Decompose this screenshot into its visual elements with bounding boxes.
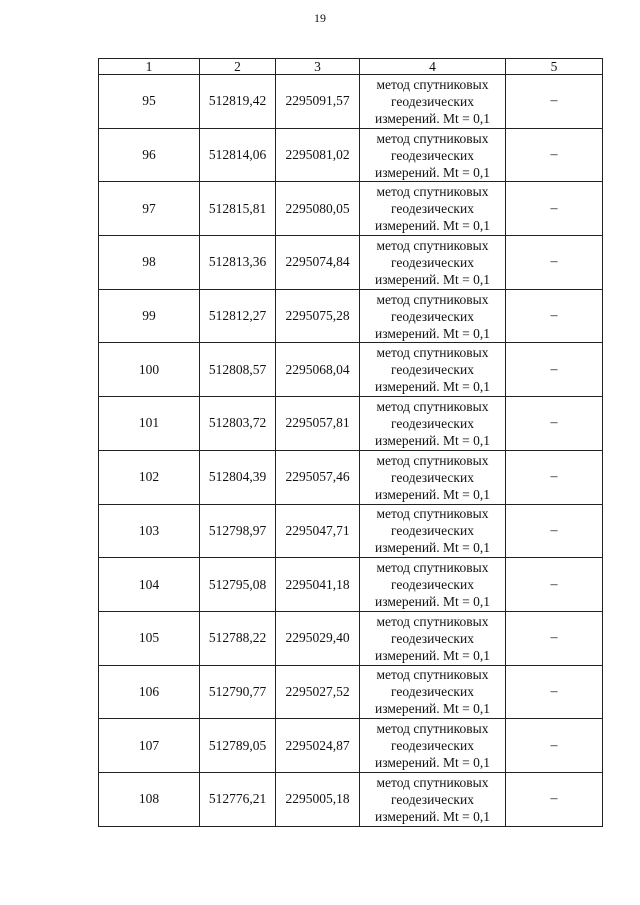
note-cell: –: [506, 128, 603, 182]
note-cell: –: [506, 450, 603, 504]
method-text-line: геодезических: [391, 523, 474, 539]
method-cell: [360, 558, 506, 612]
coordinate-x-cell: 512808,57: [200, 343, 276, 397]
method-cell: [360, 397, 506, 451]
method-text-line: метод спутниковых: [376, 452, 489, 468]
method-text-line: метод спутниковых: [376, 130, 489, 146]
note-cell: –: [506, 397, 603, 451]
column-header-3: 3: [276, 59, 360, 75]
method-text-line: геодезических: [391, 254, 474, 270]
coordinate-y-cell: 2295027,52: [276, 665, 360, 719]
coordinate-y-cell: 2295081,02: [276, 128, 360, 182]
coordinate-y-cell: 2295005,18: [276, 772, 360, 826]
point-number-cell: 100: [99, 343, 200, 397]
coordinate-x-cell: 512815,81: [200, 182, 276, 236]
table-row: [99, 289, 603, 343]
page-number: 19: [314, 11, 326, 25]
method-text-line: метод спутниковых: [376, 774, 489, 790]
method-text-line: измерений. Mt = 0,1: [374, 701, 491, 717]
method-text-line: метод спутниковых: [376, 667, 489, 683]
table-row: [99, 236, 603, 290]
method-text-line: геодезических: [391, 791, 474, 807]
coordinate-x-cell: 512788,22: [200, 611, 276, 665]
point-number-cell: 98: [99, 236, 200, 290]
coordinate-y-cell: 2295024,87: [276, 719, 360, 773]
note-cell: –: [506, 665, 603, 719]
coordinate-y-cell: 2295080,05: [276, 182, 360, 236]
coordinate-y-cell: 2295075,28: [276, 289, 360, 343]
method-text-line: измерений. Mt = 0,1: [374, 755, 491, 771]
method-text-line: геодезических: [391, 630, 474, 646]
coordinate-x-cell: 512812,27: [200, 289, 276, 343]
note-cell: –: [506, 75, 603, 129]
note-cell: –: [506, 343, 603, 397]
method-text-line: метод спутниковых: [376, 291, 489, 307]
note-cell: –: [506, 504, 603, 558]
method-text-line: измерений. Mt = 0,1: [374, 325, 491, 341]
method-cell: [360, 719, 506, 773]
method-cell: [360, 665, 506, 719]
table-row: [99, 75, 603, 129]
table-row: [99, 611, 603, 665]
table-row: [99, 397, 603, 451]
coordinate-y-cell: 2295074,84: [276, 236, 360, 290]
coordinate-x-cell: 512789,05: [200, 719, 276, 773]
coordinates-table: [98, 58, 603, 827]
coordinate-x-cell: 512803,72: [200, 397, 276, 451]
method-text-line: геодезических: [391, 738, 474, 754]
method-text-line: геодезических: [391, 684, 474, 700]
point-number-cell: 97: [99, 182, 200, 236]
method-cell: [360, 182, 506, 236]
column-header-2: 2: [200, 59, 276, 75]
method-text-line: метод спутниковых: [376, 613, 489, 629]
method-text-line: измерений. Mt = 0,1: [374, 486, 491, 502]
note-cell: –: [506, 772, 603, 826]
point-number-cell: 102: [99, 450, 200, 504]
coordinate-x-cell: 512776,21: [200, 772, 276, 826]
method-text-line: геодезических: [391, 147, 474, 163]
method-cell: [360, 450, 506, 504]
table-header-row: [99, 59, 603, 75]
method-text-line: измерений. Mt = 0,1: [374, 110, 491, 126]
method-text-line: измерений. Mt = 0,1: [374, 432, 491, 448]
table-row: [99, 128, 603, 182]
method-text-line: измерений. Mt = 0,1: [374, 379, 491, 395]
point-number-cell: 95: [99, 75, 200, 129]
method-text-line: измерений. Mt = 0,1: [374, 647, 491, 663]
method-text-line: измерений. Mt = 0,1: [374, 594, 491, 610]
table-row: [99, 558, 603, 612]
table-row: [99, 719, 603, 773]
method-text-line: метод спутниковых: [376, 560, 489, 576]
method-text-line: метод спутниковых: [376, 237, 489, 253]
point-number-cell: 103: [99, 504, 200, 558]
coordinate-y-cell: 2295041,18: [276, 558, 360, 612]
point-number-cell: 101: [99, 397, 200, 451]
method-cell: [360, 504, 506, 558]
table-row: [99, 182, 603, 236]
table-row: [99, 343, 603, 397]
method-cell: [360, 611, 506, 665]
note-cell: –: [506, 558, 603, 612]
table-row: [99, 772, 603, 826]
coordinate-y-cell: 2295057,81: [276, 397, 360, 451]
table-row: [99, 450, 603, 504]
note-cell: –: [506, 182, 603, 236]
method-text-line: измерений. Mt = 0,1: [374, 271, 491, 287]
method-text-line: измерений. Mt = 0,1: [374, 218, 491, 234]
note-cell: –: [506, 611, 603, 665]
point-number-cell: 105: [99, 611, 200, 665]
note-cell: –: [506, 719, 603, 773]
coordinate-x-cell: 512790,77: [200, 665, 276, 719]
table-body: [99, 75, 603, 827]
point-number-cell: 106: [99, 665, 200, 719]
method-text-line: геодезических: [391, 201, 474, 217]
point-number-cell: 108: [99, 772, 200, 826]
coordinate-y-cell: 2295091,57: [276, 75, 360, 129]
method-text-line: метод спутниковых: [376, 721, 489, 737]
method-cell: [360, 75, 506, 129]
method-cell: [360, 236, 506, 290]
method-cell: [360, 772, 506, 826]
column-header-4: 4: [360, 59, 506, 75]
method-text-line: измерений. Mt = 0,1: [374, 808, 491, 824]
point-number-cell: 99: [99, 289, 200, 343]
method-text-line: геодезических: [391, 577, 474, 593]
column-header-5: 5: [506, 59, 603, 75]
method-text-line: геодезических: [391, 415, 474, 431]
method-text-line: измерений. Mt = 0,1: [374, 164, 491, 180]
method-text-line: метод спутниковых: [376, 345, 489, 361]
note-cell: –: [506, 236, 603, 290]
method-text-line: геодезических: [391, 308, 474, 324]
method-text-line: метод спутниковых: [376, 398, 489, 414]
coordinate-x-cell: 512819,42: [200, 75, 276, 129]
point-number-cell: 104: [99, 558, 200, 612]
method-text-line: измерений. Mt = 0,1: [374, 540, 491, 556]
table-row: [99, 665, 603, 719]
coordinate-x-cell: 512798,97: [200, 504, 276, 558]
coordinate-y-cell: 2295068,04: [276, 343, 360, 397]
method-text-line: метод спутниковых: [376, 506, 489, 522]
method-cell: [360, 343, 506, 397]
coordinate-y-cell: 2295047,71: [276, 504, 360, 558]
coordinate-x-cell: 512814,06: [200, 128, 276, 182]
method-cell: [360, 289, 506, 343]
method-text-line: геодезических: [391, 93, 474, 109]
method-text-line: метод спутниковых: [376, 76, 489, 92]
coordinate-y-cell: 2295057,46: [276, 450, 360, 504]
coordinate-x-cell: 512813,36: [200, 236, 276, 290]
method-cell: [360, 128, 506, 182]
point-number-cell: 96: [99, 128, 200, 182]
method-text-line: геодезических: [391, 362, 474, 378]
note-cell: –: [506, 289, 603, 343]
method-text-line: метод спутниковых: [376, 184, 489, 200]
table-row: [99, 504, 603, 558]
column-header-1: 1: [99, 59, 200, 75]
coordinate-y-cell: 2295029,40: [276, 611, 360, 665]
coordinate-x-cell: 512804,39: [200, 450, 276, 504]
method-text-line: геодезических: [391, 469, 474, 485]
coordinate-x-cell: 512795,08: [200, 558, 276, 612]
point-number-cell: 107: [99, 719, 200, 773]
